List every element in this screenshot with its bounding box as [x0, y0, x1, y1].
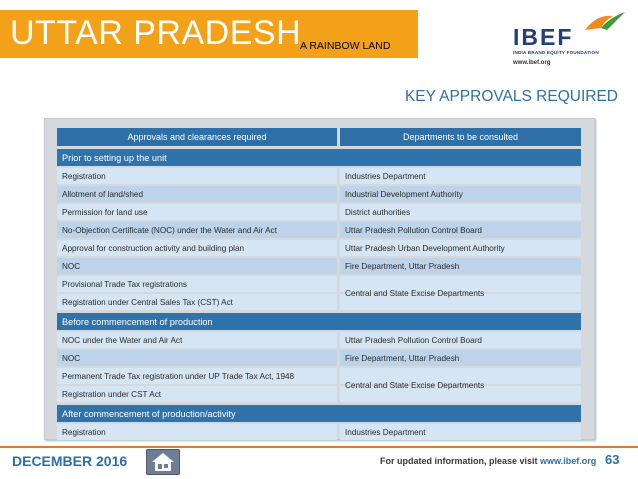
table-row — [57, 204, 581, 220]
department-cell-merged: Central and State Excise Departments — [345, 288, 485, 298]
table-header-row — [57, 128, 581, 146]
logo-url: www.ibef.org — [513, 60, 551, 66]
footer-url-link[interactable]: www.ibef.org — [540, 456, 597, 466]
department-cell: Uttar Pradesh Pollution Control Board — [340, 332, 581, 348]
approval-cell: NOC — [57, 258, 337, 274]
department-cell: Uttar Pradesh Urban Development Authority — [340, 240, 581, 256]
footer-date: DECEMBER 2016 — [12, 453, 128, 469]
table-row — [57, 424, 581, 440]
home-button[interactable] — [146, 449, 180, 475]
approval-cell: Permission for land use — [57, 204, 337, 220]
approval-cell: No-Objection Certificate (NOC) under the Water and Air Act — [57, 222, 337, 238]
approval-cell: Approval for construction activity and building plan — [57, 240, 337, 256]
department-cell: Uttar Pradesh Pollution Control Board — [340, 222, 581, 238]
logo-tagline: INDIA BRAND EQUITY FOUNDATION — [513, 50, 599, 55]
approval-cell: Registration — [57, 168, 337, 184]
page-number: 63 — [605, 452, 620, 467]
table-row — [57, 332, 581, 348]
table-row — [57, 240, 581, 256]
footer-note-text: For updated information, please visit — [380, 456, 538, 466]
department-cell: Fire Department, Uttar Pradesh — [340, 350, 581, 366]
footer-note — [380, 456, 596, 466]
section-header: After commencement of production/activity — [57, 405, 581, 422]
approval-cell: Registration under Central Sales Tax (CST) Act — [57, 294, 337, 310]
department-cell-merged: Central and State Excise Departments — [345, 380, 485, 390]
section-header: Before commencement of production — [57, 313, 581, 330]
approval-cell: Provisional Trade Tax registrations — [57, 276, 337, 292]
ibef-logo[interactable] — [505, 8, 630, 76]
department-cell: Industrial Development Authority — [340, 186, 581, 202]
column-header-departments: Departments to be consulted — [340, 128, 581, 146]
column-header-approvals: Approvals and clearances required — [57, 128, 337, 146]
department-cell: Industries Department — [340, 168, 581, 184]
approvals-table — [44, 118, 595, 440]
state-title: UTTAR PRADESH — [10, 14, 302, 52]
footer-divider — [0, 446, 638, 448]
table-row — [57, 222, 581, 238]
state-subtitle: A RAINBOW LAND — [300, 40, 391, 52]
bird-logo-icon — [583, 10, 627, 34]
approval-cell: Allotment of land/shed — [57, 186, 337, 202]
approval-cell: Registration — [57, 424, 337, 440]
department-cell: Industries Department — [340, 424, 581, 440]
department-cell: District authorities — [340, 204, 581, 220]
approval-cell: NOC — [57, 350, 337, 366]
table-row — [57, 258, 581, 274]
table-row — [57, 186, 581, 202]
table-row — [57, 350, 581, 366]
home-icon — [147, 450, 179, 474]
approval-cell: Registration under CST Act — [57, 386, 337, 402]
approval-cell: NOC under the Water and Air Act — [57, 332, 337, 348]
department-cell: Fire Department, Uttar Pradesh — [340, 258, 581, 274]
logo-wordmark: IBEF — [513, 24, 574, 50]
slide-title: KEY APPROVALS REQUIRED — [404, 88, 618, 105]
section-header: Prior to setting up the unit — [57, 149, 581, 166]
approval-cell: Permanent Trade Tax registration under UP Trade Tax Act, 1948 — [57, 368, 337, 384]
table-row — [57, 168, 581, 184]
